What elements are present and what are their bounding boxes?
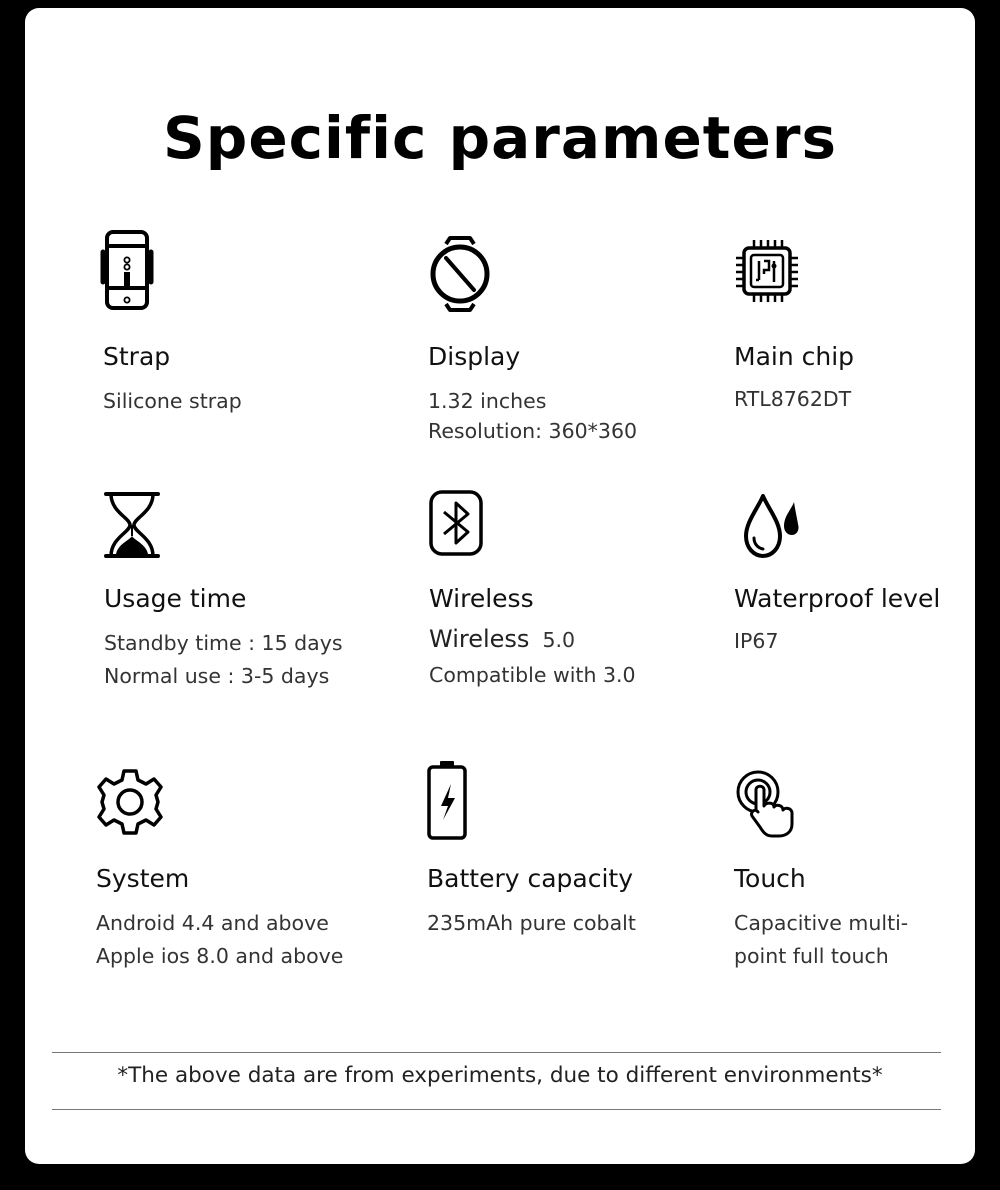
param-value-line: 1.32 inches (428, 389, 547, 413)
divider-bottom (52, 1109, 941, 1110)
param-label: Battery capacity (427, 864, 634, 893)
page-title: Specific parameters (163, 104, 837, 172)
param-value-line: IP67 (734, 629, 779, 653)
param-value-line: 235mAh pure cobalt (427, 911, 636, 935)
param-label: Strap (103, 342, 171, 371)
param-label: Wireless (429, 584, 534, 613)
param-value-line: Apple ios 8.0 and above (96, 944, 344, 968)
param-label: Touch (734, 864, 806, 893)
param-label: System (96, 864, 190, 893)
watch-display-icon (428, 238, 492, 310)
param-label: Display (428, 342, 521, 371)
param-value-line: Android 4.4 and above (96, 911, 329, 935)
water-drop-icon (734, 494, 800, 560)
chip-icon (734, 238, 800, 304)
param-value-line: RTL8762DT (734, 387, 852, 411)
hourglass-icon (104, 492, 160, 558)
battery-icon (427, 760, 471, 840)
touch-icon (734, 770, 812, 838)
wireless-word: Wireless (429, 625, 530, 653)
param-label: Usage time (104, 584, 247, 613)
wireless-version: 5.0 (542, 628, 576, 652)
param-value-line: Standby time : 15 days (104, 631, 343, 655)
param-label: Waterproof level (734, 584, 941, 613)
watch-strap-icon (103, 230, 153, 310)
gear-icon (96, 768, 164, 836)
param-value-line: Silicone strap (103, 389, 242, 413)
param-value-line: Normal use : 3-5 days (104, 664, 330, 688)
param-value-line: Resolution: 360*360 (428, 419, 638, 443)
param-value-line (429, 624, 575, 656)
param-label: Main chip (734, 342, 855, 371)
param-value-line: point full touch (734, 944, 889, 968)
bluetooth-icon (429, 490, 483, 556)
footnote: *The above data are from experiments, due to different environments* (117, 1063, 883, 1088)
param-value-line: Capacitive multi- (734, 911, 909, 935)
spec-card (25, 8, 975, 1164)
divider-top (52, 1052, 941, 1053)
param-value-line: Compatible with 3.0 (429, 663, 636, 687)
